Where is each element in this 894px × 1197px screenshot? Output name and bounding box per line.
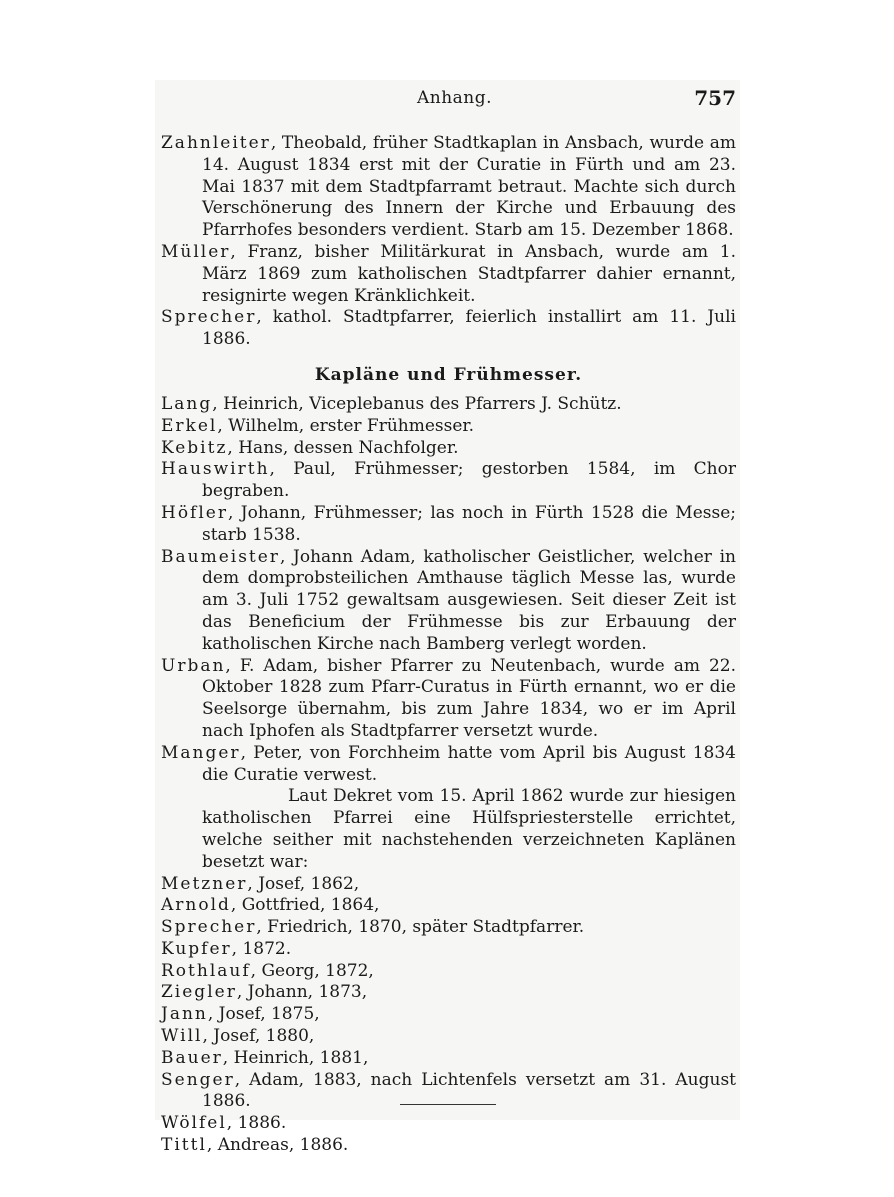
entry-text: , Johann Adam, katholischer Geistlicher, welcher in dem domprobsteilichen Amthause täglich Messe las, wurde am 3. Juli 1752 gewaltsam ausgewiesen. Seit dieser Zeit ist das Beneficium der Frühmesse bis zur Erbauung der katholischen Kirche nach Bamberg verlegt worden. — [202, 546, 736, 654]
entry-text: , Andreas, 1886. — [206, 1135, 349, 1156]
entry-name: Manger — [161, 742, 241, 763]
list-item — [161, 874, 736, 896]
entry-name: Arnold — [161, 895, 231, 916]
entry-name: Lang — [161, 393, 213, 414]
entry-name: Rothlauf — [161, 960, 251, 981]
running-header-title: Anhang. — [417, 88, 493, 108]
entry-name: Kebitz — [161, 437, 228, 458]
entry-text: , Franz, bisher Militärkurat in Ansbach, wurde am 1. März 1869 zum katholischen Stadtpfarrer dahier ernannt, resignirte wegen Kränklichkeit. — [202, 241, 736, 306]
entry-text: , F. Adam, bisher Pfarrer zu Neutenbach, wurde am 22. Oktober 1828 zum Pfarr-Curatus in Fürth ernannt, wo er die Seelsorge übernahm, bis zum Jahre 1834, wo er im April nach Iphofen als Stadtpfarrer versetzt wurde. — [202, 655, 736, 741]
list-item — [161, 1048, 736, 1070]
entry-text: , Heinrich, Viceplebanus des Pfarrers J. Schütz. — [212, 393, 622, 414]
entry-name: Baumeister — [161, 546, 280, 567]
entry-paragraph — [161, 656, 736, 743]
entry-name: Tittl — [161, 1135, 207, 1156]
list-item — [161, 939, 736, 961]
page-number: 757 — [694, 86, 736, 110]
entry-text: , Johann, Frühmesser; las noch in Fürth 1528 die Messe; starb 1538. — [202, 502, 736, 545]
pfarrer-entries — [161, 133, 736, 351]
entry-name: Erkel — [161, 415, 218, 436]
entry-name: Jann — [161, 1004, 208, 1025]
entry-text: , Josef, 1862, — [247, 873, 360, 894]
entry-name: Sprecher — [161, 917, 257, 938]
entry-name: Zahnleiter — [161, 133, 271, 153]
entry-text: , Wilhelm, erster Frühmesser. — [217, 415, 475, 436]
entry-text: , Georg, 1872, — [250, 960, 374, 981]
list-item — [161, 1135, 736, 1157]
entry-paragraph — [161, 416, 736, 438]
entry-name: Kupfer — [161, 938, 232, 959]
entry-text: , Paul, Frühmesser; gestorben 1584, im Chor begraben. — [202, 459, 736, 502]
footer-rule — [400, 1104, 496, 1105]
running-header — [155, 86, 738, 114]
entry-name: Müller — [161, 241, 231, 262]
list-item — [161, 1026, 736, 1048]
entry-text: , Peter, von Forchheim hatte vom April bis August 1834 die Curatie verwest. — [202, 742, 736, 785]
entry-text: , Heinrich, 1881, — [222, 1047, 369, 1068]
page-body — [161, 133, 736, 1157]
list-item — [161, 1070, 736, 1114]
entry-paragraph — [161, 394, 736, 416]
entry-name: Urban — [161, 655, 226, 676]
entry-paragraph — [161, 459, 736, 503]
list-item — [161, 961, 736, 983]
entry-paragraph — [161, 503, 736, 547]
entry-name: Metzner — [161, 873, 248, 894]
entry-paragraph — [161, 438, 736, 460]
entry-paragraph — [161, 307, 736, 351]
entry-name: Wölfel — [161, 1113, 227, 1134]
entry-name: Will — [161, 1026, 203, 1047]
kaplaene-entries — [161, 394, 736, 786]
entry-text: , Josef, 1880, — [202, 1026, 315, 1047]
entry-paragraph — [161, 242, 736, 307]
entry-text: , 1872. — [231, 938, 292, 959]
entry-name: Höfler — [161, 502, 228, 523]
entry-name: Sprecher — [161, 307, 257, 328]
entry-text: , Hans, dessen Nachfolger. — [227, 437, 459, 458]
section-heading: Kapläne und Frühmesser. — [314, 364, 583, 385]
decree-paragraph: Laut Dekret vom 15. April 1862 wurde zur hiesigen katholischen Pfarrei eine Hülfspriesterstelle errichtet, welche seither mit nachstehenden verzeichneten Kaplänen besetzt war: — [202, 786, 736, 872]
entry-name: Hauswirth — [161, 459, 270, 480]
list-item — [161, 1004, 736, 1026]
entry-paragraph — [161, 133, 736, 242]
entry-name: Bauer — [161, 1047, 223, 1068]
list-item — [161, 895, 736, 917]
kaplan-list — [161, 874, 736, 1157]
entry-text: , Gottfried, 1864, — [230, 895, 380, 916]
entry-text: , Josef, 1875, — [207, 1004, 320, 1025]
list-item — [161, 1113, 736, 1135]
entry-text: , kathol. Stadtpfarrer, feierlich installirt am 11. Juli 1886. — [202, 307, 736, 350]
list-item — [161, 982, 736, 1004]
entry-name: Senger — [161, 1069, 235, 1090]
entry-paragraph — [161, 743, 736, 787]
entry-text: , Friedrich, 1870, später Stadtpfarrer. — [256, 917, 585, 938]
list-item — [161, 917, 736, 939]
entry-text: , Theobald, früher Stadtkaplan in Ansbach, wurde am 14. August 1834 erst mit der Curatie in Fürth und am 23. Mai 1837 mit dem Stadtpfarramt betraut. Machte sich durch Verschönerung des Innern der Kirche und Erbauung des Pfarrhofes besonders verdient. Starb am 15. Dezember 1868. — [202, 133, 736, 241]
entry-name: Ziegler — [161, 982, 237, 1003]
entry-paragraph — [161, 547, 736, 656]
entry-text: , 1886. — [226, 1113, 287, 1134]
entry-text: , Adam, 1883, nach Lichtenfels versetzt am 31. August 1886. — [202, 1069, 736, 1112]
entry-text: , Johann, 1873, — [236, 982, 368, 1003]
